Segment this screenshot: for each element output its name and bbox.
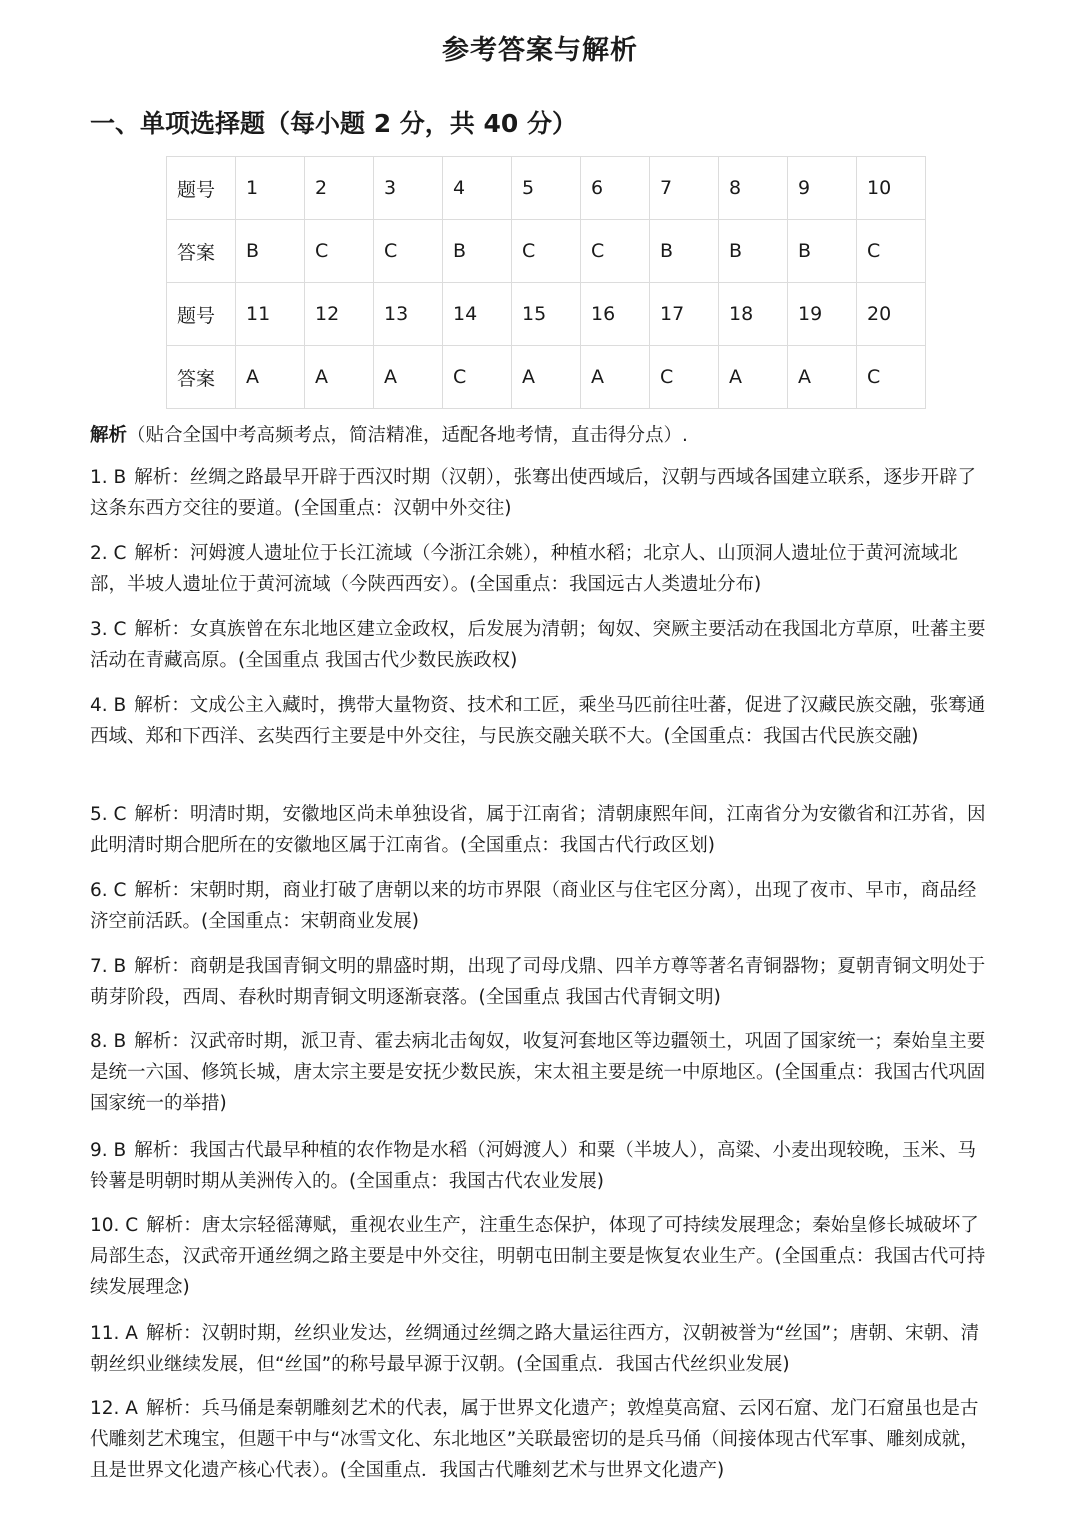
table-cell: 7: [650, 157, 719, 220]
table-cell: 17: [650, 283, 719, 346]
explanation-item: [90, 462, 990, 524]
explanation-number: 12. A: [90, 1398, 138, 1419]
explanation-text: 解析：汉朝时期，丝织业发达，丝绸通过丝绸之路大量运往西方，汉朝被誉为“丝国”；唐朝、宋朝、清朝丝织业继续发展，但“丝国”的称号最早源于汉朝。(全国重点．我国古代丝织业发展): [90, 1323, 980, 1375]
table-cell: C: [857, 346, 926, 409]
answer-table-row: [167, 220, 926, 283]
table-cell: 11: [236, 283, 305, 346]
table-cell: 18: [719, 283, 788, 346]
table-cell: 1: [236, 157, 305, 220]
explanation-text: 解析：汉武帝时期，派卫青、霍去病北击匈奴，收复河套地区等边疆领土，巩固了国家统一；秦始皇主要是统一六国、修筑长城，唐太宗主要是安抚少数民族，宋太祖主要是统一中原地区。(全国重点：我国古代巩固国家统一的举措): [90, 1031, 986, 1114]
table-cell: B: [788, 220, 857, 283]
explanation-text: 解析：宋朝时期，商业打破了唐朝以来的坊市界限（商业区与住宅区分离），出现了夜市、早市，商品经济空前活跃。(全国重点：宋朝商业发展): [90, 880, 977, 932]
table-cell: C: [512, 220, 581, 283]
explanation-number: 2. C: [90, 543, 127, 564]
table-cell: 20: [857, 283, 926, 346]
table-cell: B: [443, 220, 512, 283]
table-cell: C: [857, 220, 926, 283]
explanation-text: 解析：文成公主入藏时，携带大量物资、技术和工匠，乘坐马匹前往吐蕃，促进了汉藏民族交融，张骞通西域、郑和下西洋、玄奘西行主要是中外交往，与民族交融关联不大。(全国重点：我国古代民族交融): [90, 695, 986, 747]
explanation-text: 解析：河姆渡人遗址位于长江流域（今浙江余姚），种植水稻；北京人、山顶洞人遗址位于黄河流域北部，半坡人遗址位于黄河流域（今陕西西安）。(全国重点：我国远古人类遗址分布): [90, 543, 958, 595]
explanation-text: 解析：丝绸之路最早开辟于西汉时期（汉朝），张骞出使西域后，汉朝与西域各国建立联系，逐步开辟了这条东西方交往的要道。(全国重点：汉朝中外交往): [90, 467, 976, 519]
explanation-text: 解析：我国古代最早种植的农作物是水稻（河姆渡人）和粟（半坡人），高粱、小麦出现较晚，玉米、马铃薯是明朝时期从美洲传入的。(全国重点：我国古代农业发展): [90, 1140, 976, 1192]
explanation-number: 6. C: [90, 880, 127, 901]
table-row-header: 答案: [167, 220, 236, 283]
explanation-item: [90, 1135, 990, 1197]
table-cell: C: [581, 220, 650, 283]
table-cell: 16: [581, 283, 650, 346]
table-cell: 4: [443, 157, 512, 220]
explanation-text: 解析：女真族曾在东北地区建立金政权，后发展为清朝；匈奴、突厥主要活动在我国北方草原，吐蕃主要活动在青藏高原。(全国重点 我国古代少数民族政权): [90, 619, 986, 671]
explanation-item: [90, 875, 990, 937]
table-cell: 5: [512, 157, 581, 220]
table-row-header: 题号: [167, 157, 236, 220]
table-cell: 3: [374, 157, 443, 220]
explanation-number: 5. C: [90, 804, 127, 825]
table-cell: 10: [857, 157, 926, 220]
explanation-number: 11. A: [90, 1323, 138, 1344]
table-cell: A: [512, 346, 581, 409]
answer-table-row: [167, 283, 926, 346]
explanation-item: [90, 1210, 990, 1303]
answer-table-row: [167, 157, 926, 220]
table-cell: B: [719, 220, 788, 283]
table-cell: B: [650, 220, 719, 283]
section-heading: 一、单项选择题（每小题 2 分，共 40 分）: [90, 109, 578, 138]
explanation-intro: [90, 420, 688, 451]
intro-label: 解析: [90, 425, 128, 446]
table-cell: A: [236, 346, 305, 409]
table-cell: 19: [788, 283, 857, 346]
explanation-item: [90, 951, 990, 1013]
table-row-header: 答案: [167, 346, 236, 409]
answer-table-row: [167, 346, 926, 409]
explanation-item: [90, 1026, 990, 1119]
table-cell: 2: [305, 157, 374, 220]
explanation-item: [90, 690, 990, 752]
explanation-text: 解析：唐太宗轻徭薄赋，重视农业生产，注重生态保护，体现了可持续发展理念；秦始皇修长城破坏了局部生态，汉武帝开通丝绸之路主要是中外交往，明朝屯田制主要是恢复农业生产。(全国重点：我国古代可持续发展理念): [90, 1215, 986, 1298]
table-cell: 8: [719, 157, 788, 220]
table-cell: A: [788, 346, 857, 409]
table-cell: C: [443, 346, 512, 409]
explanation-number: 9. B: [90, 1140, 127, 1161]
explanation-number: 8. B: [90, 1031, 127, 1052]
explanation-number: 4. B: [90, 695, 127, 716]
table-row-header: 题号: [167, 283, 236, 346]
explanation-item: [90, 799, 990, 861]
answer-table: [166, 156, 926, 409]
intro-text: （贴合全国中考高频考点，简洁精准，适配各地考情，直击得分点）.: [127, 425, 688, 446]
table-cell: 13: [374, 283, 443, 346]
table-cell: 6: [581, 157, 650, 220]
explanation-item: [90, 1318, 990, 1380]
explanation-number: 7. B: [90, 956, 127, 977]
table-cell: 14: [443, 283, 512, 346]
explanation-number: 10. C: [90, 1215, 139, 1236]
table-cell: 15: [512, 283, 581, 346]
table-cell: C: [650, 346, 719, 409]
table-cell: A: [305, 346, 374, 409]
table-cell: A: [581, 346, 650, 409]
explanation-text: 解析：明清时期，安徽地区尚未单独设省，属于江南省；清朝康熙年间，江南省分为安徽省和江苏省，因此明清时期合肥所在的安徽地区属于江南省。(全国重点：我国古代行政区划): [90, 804, 986, 856]
explanation-item: [90, 538, 990, 600]
explanation-text: 解析：兵马俑是秦朝雕刻艺术的代表，属于世界文化遗产；敦煌莫高窟、云冈石窟、龙门石窟虽也是古代雕刻艺术瑰宝，但题干中与“冰雪文化、东北地区”关联最密切的是兵马俑（间接体现古代军事、雕刻成就，且是世界文化遗产核心代表）。(全国重点．我国古代雕刻艺术与世界文化遗产): [90, 1398, 979, 1481]
table-cell: 9: [788, 157, 857, 220]
explanation-item: [90, 1393, 990, 1486]
explanation-number: 1. B: [90, 467, 127, 488]
table-cell: A: [374, 346, 443, 409]
table-cell: C: [374, 220, 443, 283]
table-cell: C: [305, 220, 374, 283]
explanation-text: 解析：商朝是我国青铜文明的鼎盛时期，出现了司母戊鼎、四羊方尊等著名青铜器物；夏朝青铜文明处于萌芽阶段，西周、春秋时期青铜文明逐渐衰落。(全国重点 我国古代青铜文明): [90, 956, 986, 1008]
explanation-item: [90, 614, 990, 676]
table-cell: A: [719, 346, 788, 409]
table-cell: 12: [305, 283, 374, 346]
explanation-number: 3. C: [90, 619, 127, 640]
page-title: 参考答案与解析: [442, 35, 638, 66]
table-cell: B: [236, 220, 305, 283]
